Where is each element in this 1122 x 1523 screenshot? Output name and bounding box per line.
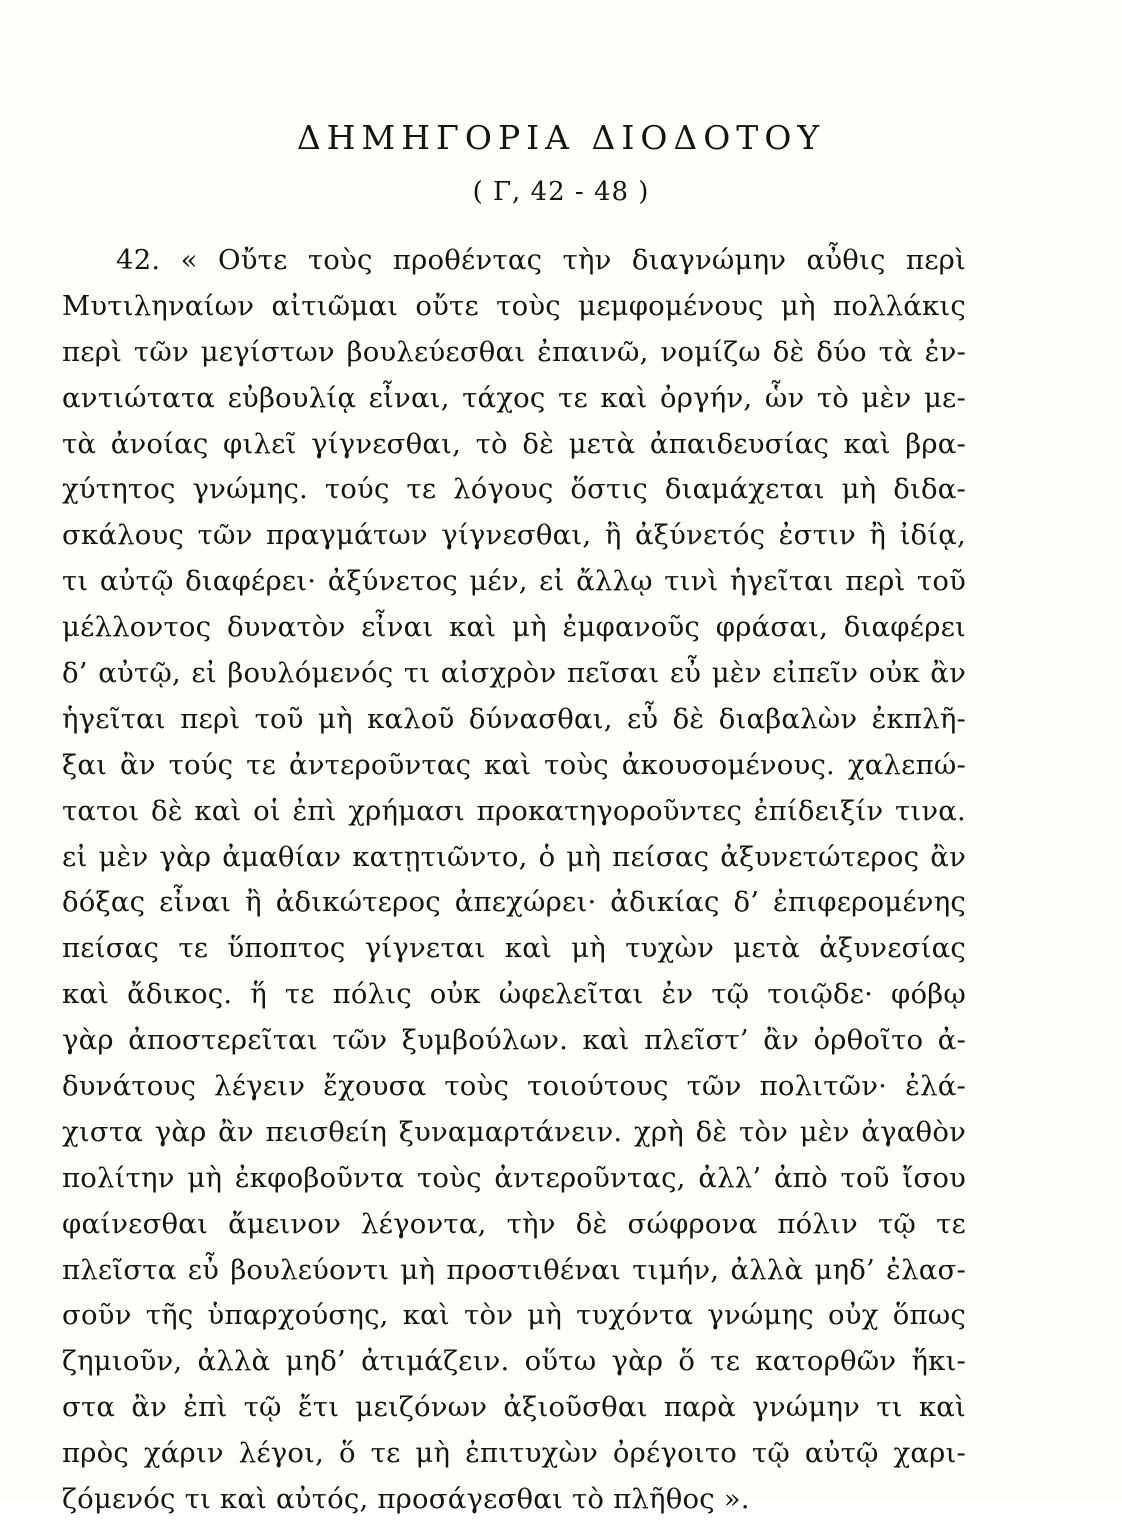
text-line: περὶ τῶν μεγίστων βουλεύεσθαι ἐπαινῶ, νομίζω δὲ δύο τὰ ἐν- bbox=[62, 335, 966, 368]
text-line: χύτητος γνώμης. τούς τε λόγους ὅστις διαμάχεται μὴ διδα- bbox=[62, 473, 966, 506]
text-line: τὰ ἀνοίας φιλεῖ γίγνεσθαι, τὸ δὲ μετὰ ἀπαιδευσίας καὶ βρα- bbox=[62, 427, 966, 460]
text-line: γὰρ ἀποστερεῖται τῶν ξυμβούλων. καὶ πλεῖστ’ ἂν ὀρθοῖτο ἀ- bbox=[62, 1024, 966, 1057]
text-line: εἰ μὲν γὰρ ἀμαθίαν κατῃτιῶντο, ὁ μὴ πείσας ἀξυνετώτερος ἂν bbox=[62, 840, 966, 873]
text-line: ξαι ἂν τούς τε ἀντεροῦντας καὶ τοὺς ἀκουσομένους. χαλεπώ- bbox=[62, 748, 966, 781]
text-line: σοῦν τῆς ὑπαρχούσης, καὶ τὸν μὴ τυχόντα γνώμης οὐχ ὅπως bbox=[62, 1299, 966, 1332]
text-line: 42. « Οὔτε τοὺς προθέντας τὴν διαγνώμην αὖθις περὶ bbox=[116, 244, 966, 276]
text-line: σκάλους τῶν πραγμάτων γίγνεσθαι, ἢ ἀξύνετός ἐστιν ἢ ἰδίᾳ, bbox=[62, 519, 966, 552]
body-text bbox=[62, 238, 966, 1523]
text-line: αντιώτατα εὐβουλίᾳ εἶναι, τάχος τε καὶ ὀργήν, ὧν τὸ μὲν με- bbox=[62, 381, 966, 414]
text-line: πρὸς χάριν λέγοι, ὅ τε μὴ ἐπιτυχὼν ὀρέγοιτο τῷ αὐτῷ χαρι- bbox=[62, 1437, 966, 1470]
text-line: καὶ ἄδικος. ἥ τε πόλις οὐκ ὠφελεῖται ἐν τῷ τοιῷδε· φόβῳ bbox=[62, 978, 966, 1011]
text-line: πλεῖστα εὖ βουλεύοντι μὴ προστιθέναι τιμήν, ἀλλὰ μηδ’ ἐλασ- bbox=[62, 1253, 966, 1286]
text-line: ζόμενός τι καὶ αὐτός, προσάγεσθαι τὸ πλῆθος ». bbox=[62, 1483, 750, 1516]
text-line: μέλλοντος δυνατὸν εἶναι καὶ μὴ ἐμφανοῦς φράσαι, διαφέρει bbox=[62, 611, 966, 644]
text-line: πολίτην μὴ ἐκφοβοῦντα τοὺς ἀντεροῦντας, ἀλλ’ ἀπὸ τοῦ ἴσου bbox=[62, 1161, 966, 1194]
text-line: πείσας τε ὕποπτος γίγνεται καὶ μὴ τυχὼν μετὰ ἀξυνεσίας bbox=[62, 932, 966, 965]
text-line: ζημιοῦν, ἀλλὰ μηδ’ ἀτιμάζειν. οὕτω γὰρ ὅ τε κατορθῶν ἥκι- bbox=[62, 1345, 966, 1378]
text-line: τι αὐτῷ διαφέρει· ἀξύνετος μέν, εἰ ἄλλῳ τινὶ ἡγεῖται περὶ τοῦ bbox=[62, 565, 966, 598]
page-subtitle: ( Γ, 42 - 48 ) bbox=[472, 177, 650, 207]
text-line: χιστα γὰρ ἂν πεισθείη ξυναμαρτάνειν. χρὴ δὲ τὸν μὲν ἀγαθὸν bbox=[62, 1115, 966, 1148]
text-line: ἡγεῖται περὶ τοῦ μὴ καλοῦ δύνασθαι, εὖ δὲ διαβαλὼν ἐκπλῆ- bbox=[62, 702, 966, 735]
text-line: στα ἂν ἐπὶ τῷ ἔτι μειζόνων ἀξιοῦσθαι παρὰ γνώμην τι καὶ bbox=[62, 1391, 966, 1424]
text-line: Μυτιληναίων αἰτιῶμαι οὔτε τοὺς μεμφομένους μὴ πολλάκις bbox=[62, 289, 966, 322]
page-title: ΔΗΜΗΓΟΡΙΑ ΔΙΟΔΟΤΟΥ bbox=[296, 118, 826, 157]
text-line: δόξας εἶναι ἢ ἀδικώτερος ἀπεχώρει· ἀδικίας δ’ ἐπιφερομένης bbox=[62, 886, 966, 919]
text-line: δυνάτους λέγειν ἔχουσα τοὺς τοιούτους τῶν πολιτῶν· ἐλά- bbox=[62, 1070, 966, 1103]
text-line: φαίνεσθαι ἄμεινον λέγοντα, τὴν δὲ σώφρονα πόλιν τῷ τε bbox=[62, 1207, 966, 1240]
text-line: τατοι δὲ καὶ οἱ ἐπὶ χρήμασι προκατηγοροῦντες ἐπίδειξίν τινα. bbox=[62, 794, 966, 827]
text-line: δ’ αὐτῷ, εἰ βουλόμενός τι αἰσχρὸν πεῖσαι εὖ μὲν εἰπεῖν οὐκ ἂν bbox=[62, 657, 966, 690]
